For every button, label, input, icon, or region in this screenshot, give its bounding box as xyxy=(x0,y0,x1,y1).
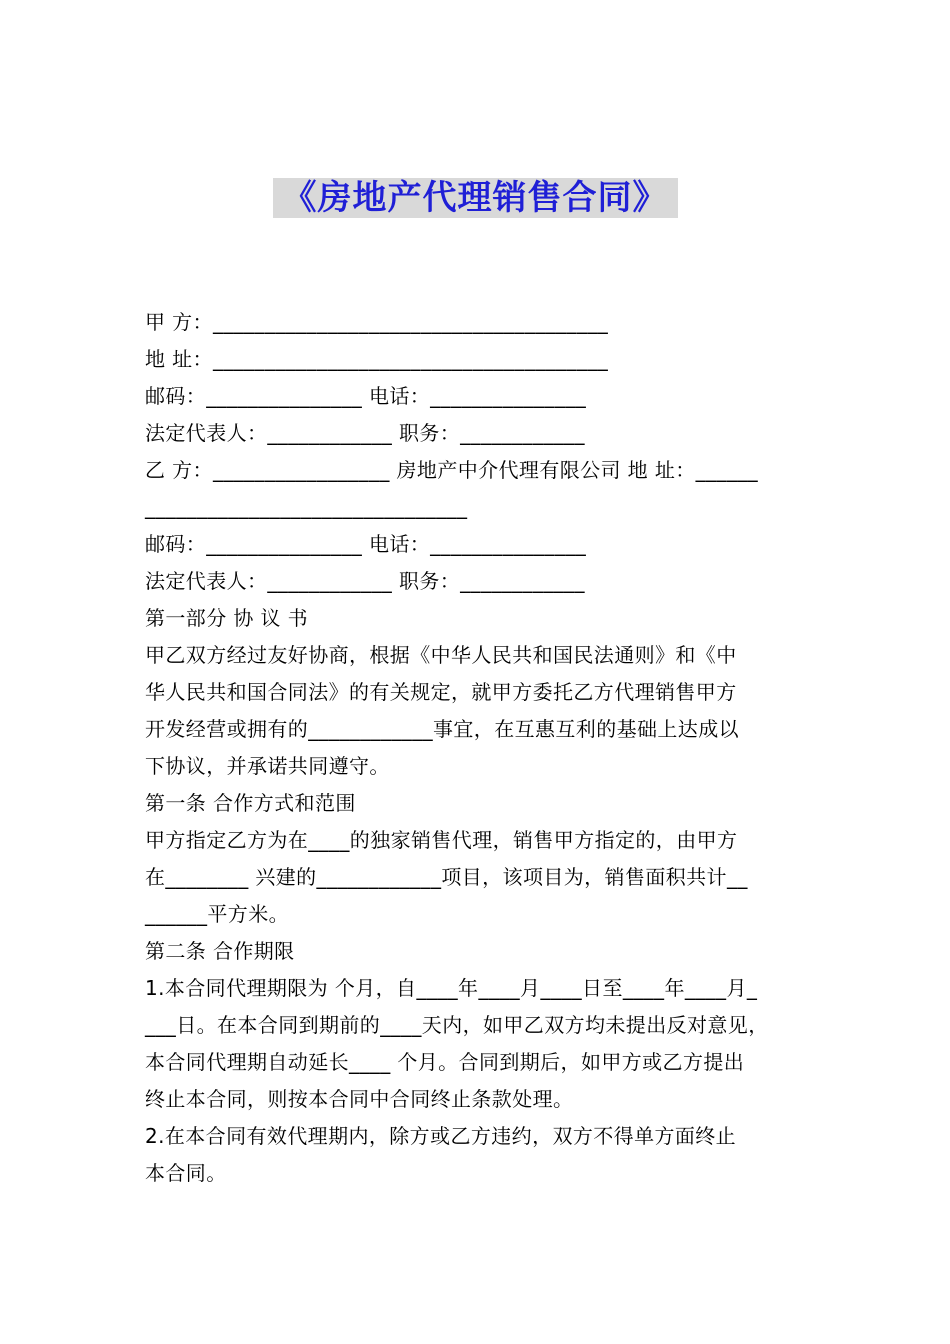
document-title: 《房地产代理销售合同》 xyxy=(273,178,678,218)
party-b-line: 乙 方：_________________ 房地产中介代理有限公司 地 址：______ xyxy=(145,458,759,482)
party-a-line: 甲 方：______________________________________ xyxy=(145,310,609,334)
paragraph-line: ___日。在本合同到期前的____天内，如甲乙双方均未提出反对意见， xyxy=(145,1013,769,1037)
party-a-address-line: 地 址：______________________________________ xyxy=(145,347,609,371)
paragraph-line: ______平方米。 xyxy=(145,902,289,926)
article-heading-1: 第一条 合作方式和范围 xyxy=(145,791,356,815)
paragraph-line: 下协议，并承诺共同遵守。 xyxy=(145,754,390,778)
party-a-representative-line: 法定代表人：____________ 职务：____________ xyxy=(145,421,585,445)
party-b-representative-line: 法定代表人：____________ 职务：____________ xyxy=(145,569,585,593)
title-container xyxy=(0,178,950,218)
paragraph-line: 华人民共和国合同法》的有关规定，就甲方委托乙方代理销售甲方 xyxy=(145,680,737,704)
paragraph-line: 在________ 兴建的____________项目，该项目为，销售面积共计__ xyxy=(145,865,748,889)
party-b-postcode-phone-line: 邮码：_______________ 电话：_______________ xyxy=(145,532,587,556)
party-a-postcode-phone-line: 邮码：_______________ 电话：_______________ xyxy=(145,384,587,408)
document-body xyxy=(145,304,815,1192)
paragraph-line: 甲乙双方经过友好协商，根据《中华人民共和国民法通则》和《中 xyxy=(145,643,737,667)
paragraph-line: 本合同。 xyxy=(145,1161,227,1185)
paragraph-line: 1.本合同代理期限为 个月，自____年____月____日至____年____月_ xyxy=(145,976,758,1000)
paragraph-line: 甲方指定乙方为在____的独家销售代理，销售甲方指定的，由甲方 xyxy=(145,828,738,852)
section-heading-part-one: 第一部分 协 议 书 xyxy=(145,606,309,630)
paragraph-line: 开发经营或拥有的____________事宜，在互惠互利的基础上达成以 xyxy=(145,717,739,741)
paragraph-line: 终止本合同，则按本合同中合同终止条款处理。 xyxy=(145,1087,574,1111)
article-heading-2: 第二条 合作期限 xyxy=(145,939,295,963)
party-b-address-continuation: _______________________________ xyxy=(145,495,468,519)
paragraph-line: 本合同代理期自动延长____ 个月。合同到期后，如甲方或乙方提出 xyxy=(145,1050,745,1074)
paragraph-line: 2.在本合同有效代理期内，除方或乙方违约，双方不得单方面终止 xyxy=(145,1124,737,1148)
